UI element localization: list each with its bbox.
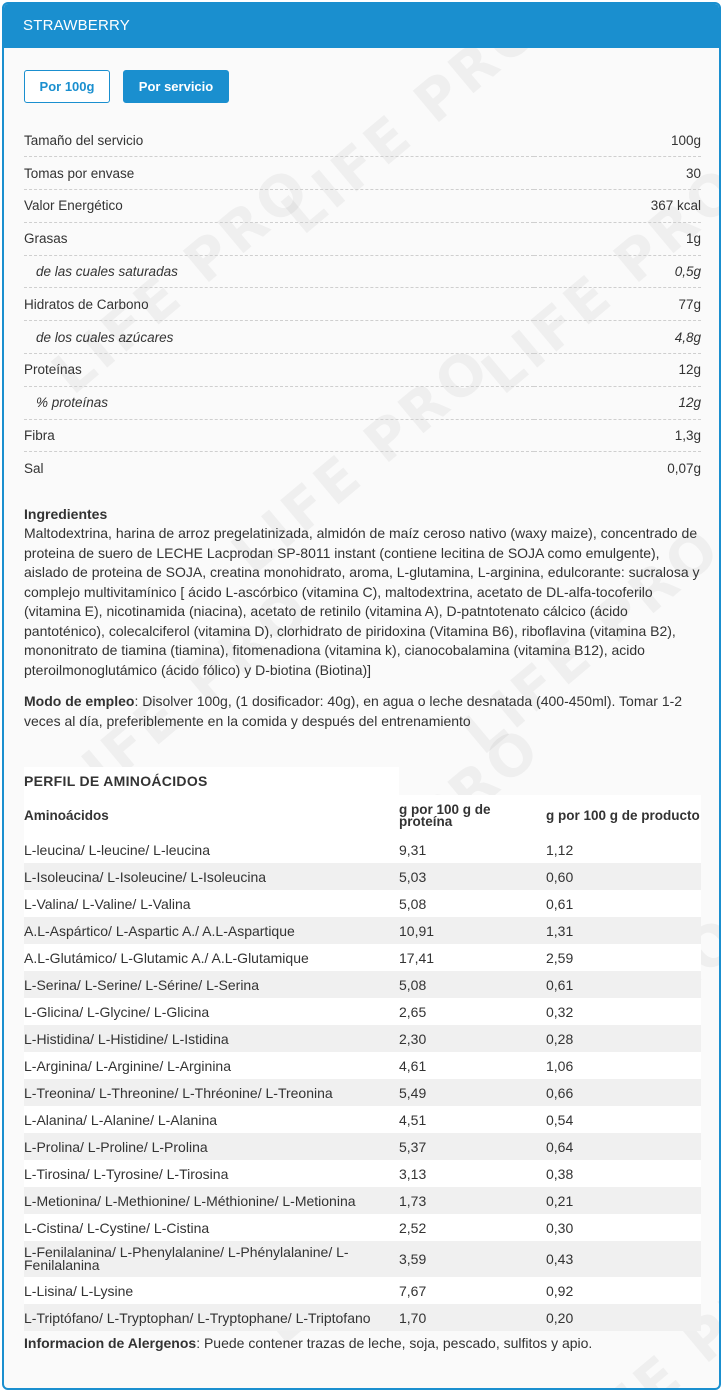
amino-row: [24, 944, 701, 971]
nutrient-value: 1g: [685, 231, 701, 247]
amino-protein-value: 9,31: [399, 836, 546, 863]
amino-product-value: 0,64: [546, 1133, 701, 1160]
unit-toggle: [24, 48, 699, 118]
amino-name: L-Valina/ L-Valine/ L-Valina: [24, 890, 399, 917]
nutrition-table: [24, 124, 701, 485]
amino-product-value: 0,43: [546, 1241, 701, 1277]
nutrient-value: 4,8g: [674, 329, 701, 345]
amino-row: [24, 1187, 701, 1214]
nutrition-row: [24, 124, 701, 157]
nutrient-name: de las cuales saturadas: [36, 264, 178, 280]
nutrition-row: [24, 419, 701, 452]
amino-product-value: 1,12: [546, 836, 701, 863]
amino-row: [24, 1160, 701, 1187]
amino-name: L-Fenilalanina/ L-Phenylalanine/ L-Phénylalanine/ L-Fenilalanina: [24, 1241, 399, 1277]
amino-product-value: 0,54: [546, 1106, 701, 1133]
usage-heading: Modo de empleo: [24, 693, 135, 710]
amino-protein-value: 1,70: [399, 1304, 546, 1331]
amino-protein-value: 17,41: [399, 944, 546, 971]
nutrient-name: Tamaño del servicio: [24, 132, 144, 148]
amino-name: L-Glicina/ L-Glycine/ L-Glicina: [24, 998, 399, 1025]
nutrient-value: 30: [685, 165, 701, 181]
amino-product-value: 0,92: [546, 1277, 701, 1304]
amino-header-name: Aminoácidos: [24, 795, 399, 836]
nutrient-name: Tomas por envase: [24, 165, 135, 181]
nutrition-panel: [2, 2, 721, 1390]
amino-protein-value: 3,59: [399, 1241, 546, 1277]
amino-name: L-Lisina/ L-Lysine: [24, 1277, 399, 1304]
allergen-heading: Informacion de Alergenos: [24, 1335, 197, 1352]
nutrient-name: Sal: [24, 461, 44, 477]
amino-name: L-Metionina/ L-Methionine/ L-Méthionine/ L-Metionina: [24, 1187, 399, 1214]
amino-product-value: 0,28: [546, 1025, 701, 1052]
amino-name: A.L-Glutámico/ L-Glutamic A./ A.L-Glutamique: [24, 944, 399, 971]
amino-product-value: 1,06: [546, 1052, 701, 1079]
nutrition-row: [24, 321, 701, 354]
nutrient-name: Proteínas: [24, 362, 82, 378]
nutrient-name: Grasas: [24, 231, 68, 247]
amino-name: L-leucina/ L-leucine/ L-leucina: [24, 836, 399, 863]
amino-header-product: g por 100 g de producto: [546, 795, 701, 836]
nutrient-value: 77g: [678, 296, 701, 312]
nutrient-value: 12g: [678, 395, 701, 411]
nutrition-row: [24, 157, 701, 190]
amino-name: L-Isoleucina/ L-Isoleucine/ L-Isoleucina: [24, 863, 399, 890]
ingredients-heading: Ingredientes: [24, 505, 108, 522]
nutrition-row: [24, 288, 701, 321]
amino-name: L-Histidina/ L-Histidine/ L-Istidina: [24, 1025, 399, 1052]
amino-row: [24, 1214, 701, 1241]
amino-name: L-Serina/ L-Serine/ L-Sérine/ L-Serina: [24, 971, 399, 998]
amino-name: L-Treonina/ L-Threonine/ L-Thréonine/ L-Treonina: [24, 1079, 399, 1106]
amino-name: L-Cistina/ L-Cystine/ L-Cistina: [24, 1214, 399, 1241]
amino-protein-value: 5,03: [399, 863, 546, 890]
amino-header-protein: g por 100 g de proteína: [399, 795, 546, 836]
amino-product-value: 0,60: [546, 863, 701, 890]
nutrient-name: Fibra: [24, 428, 55, 444]
nutrition-row: [24, 386, 701, 419]
amino-name: L-Alanina/ L-Alanine/ L-Alanina: [24, 1106, 399, 1133]
amino-protein-value: 10,91: [399, 917, 546, 944]
amino-row: [24, 863, 701, 890]
amino-product-value: 2,59: [546, 944, 701, 971]
amino-row: [24, 1304, 701, 1331]
nutrient-value: 1,3g: [674, 428, 701, 444]
amino-table: [24, 795, 701, 1331]
allergen-section: [24, 1333, 699, 1353]
amino-name: A.L-Aspártico/ L-Aspartic A./ A.L-Aspartique: [24, 917, 399, 944]
amino-protein-value: 2,65: [399, 998, 546, 1025]
usage-section: [24, 692, 701, 731]
ingredients-section: [24, 505, 701, 681]
usage-text: : Disolver 100g, (1 dosificador: 40g), en agua o leche desnatada (400-450ml). Tomar 1-2 veces al día, preferiblemente en la comida y después del entrenamiento: [24, 693, 683, 729]
ingredients-text: Maltodextrina, harina de arroz pregelatinizada, almidón de maíz ceroso nativo (waxy maize), concentrado de proteina de suero de LECHE Lacprodan SP-8011 instant (contiene lecitina de SOJA como emulgente), aislado de proteina de SOJA, creatina monohidrato, aroma, L-glutamina, L-arginina, edulcorante: sucralosa y complejo multivitamínico [ ácido L-ascórbico (vitamina C), maltodextrina, acetato de DL-alfa-tocoferilo (vitamina E), nicotinamida (niacina), acetato de retinilo (vitamina A), D-patntotenato cálcico (ácido pantoténico), colecalciferol (vitamina D), clorhidrato de piridoxina (Vitamina B6), riboflavina (vitamina B2), mononitrato de tiamina (tiamina), fitomenadiona (vitamina k), cianocobalamina (vitamina B12), acido pteroilmonoglutámico (ácido fólico) y D-biotina (Biotina)]: [24, 525, 700, 678]
amino-row: [24, 1133, 701, 1160]
amino-row: [24, 971, 701, 998]
amino-name: L-Tirosina/ L-Tyrosine/ L-Tirosina: [24, 1160, 399, 1187]
amino-protein-value: 4,61: [399, 1052, 546, 1079]
nutrient-name: de los cuales azúcares: [36, 329, 174, 345]
amino-row: [24, 998, 701, 1025]
amino-protein-value: 5,08: [399, 890, 546, 917]
amino-title: PERFIL DE AMINOÁCIDOS: [24, 767, 399, 795]
nutrient-name: % proteínas: [36, 395, 109, 411]
amino-protein-value: 5,37: [399, 1133, 546, 1160]
amino-product-value: 0,61: [546, 971, 701, 998]
amino-product-value: 0,32: [546, 998, 701, 1025]
amino-product-value: 1,31: [546, 917, 701, 944]
nutrition-row: [24, 222, 701, 255]
amino-protein-value: 3,13: [399, 1160, 546, 1187]
amino-row: [24, 1277, 701, 1304]
flavor-header: STRAWBERRY: [4, 4, 719, 48]
amino-product-value: 0,21: [546, 1187, 701, 1214]
nutrient-value: 0,07g: [667, 461, 701, 477]
amino-row: [24, 917, 701, 944]
amino-protein-value: 2,30: [399, 1025, 546, 1052]
amino-product-value: 0,61: [546, 890, 701, 917]
amino-product-value: 0,30: [546, 1214, 701, 1241]
amino-row: [24, 1106, 701, 1133]
amino-protein-value: 5,49: [399, 1079, 546, 1106]
amino-row: [24, 1241, 701, 1277]
nutrient-name: Hidratos de Carbono: [24, 296, 149, 312]
amino-protein-value: 5,08: [399, 971, 546, 998]
nutrient-name: Valor Energético: [24, 198, 123, 214]
nutrition-row: [24, 354, 701, 387]
amino-row: [24, 836, 701, 863]
nutrition-row: [24, 255, 701, 288]
allergen-text: : Puede contener trazas de leche, soja, pescado, sulfitos y apio.: [196, 1335, 593, 1352]
amino-product-value: 0,20: [546, 1304, 701, 1331]
amino-protein-value: 4,51: [399, 1106, 546, 1133]
amino-protein-value: 2,52: [399, 1214, 546, 1241]
nutrition-row: [24, 190, 701, 223]
amino-product-value: 0,38: [546, 1160, 701, 1187]
nutrient-value: 100g: [670, 132, 701, 148]
nutrition-row: [24, 452, 701, 485]
panel-content: [4, 48, 719, 1353]
amino-row: [24, 890, 701, 917]
amino-product-value: 0,66: [546, 1079, 701, 1106]
amino-row: [24, 1079, 701, 1106]
per-serving-button[interactable]: Por servicio: [123, 70, 229, 103]
amino-protein-value: 7,67: [399, 1277, 546, 1304]
nutrient-value: 0,5g: [674, 264, 701, 280]
nutrient-value: 12g: [678, 362, 701, 378]
amino-protein-value: 1,73: [399, 1187, 546, 1214]
amino-row: [24, 1025, 701, 1052]
amino-name: L-Prolina/ L-Proline/ L-Prolina: [24, 1133, 399, 1160]
per-100g-button[interactable]: Por 100g: [24, 70, 110, 103]
amino-name: L-Triptófano/ L-Tryptophan/ L-Tryptophane/ L-Triptofano: [24, 1304, 399, 1331]
amino-row: [24, 1052, 701, 1079]
amino-name: L-Arginina/ L-Arginine/ L-Arginina: [24, 1052, 399, 1079]
nutrient-value: 367 kcal: [650, 198, 701, 214]
